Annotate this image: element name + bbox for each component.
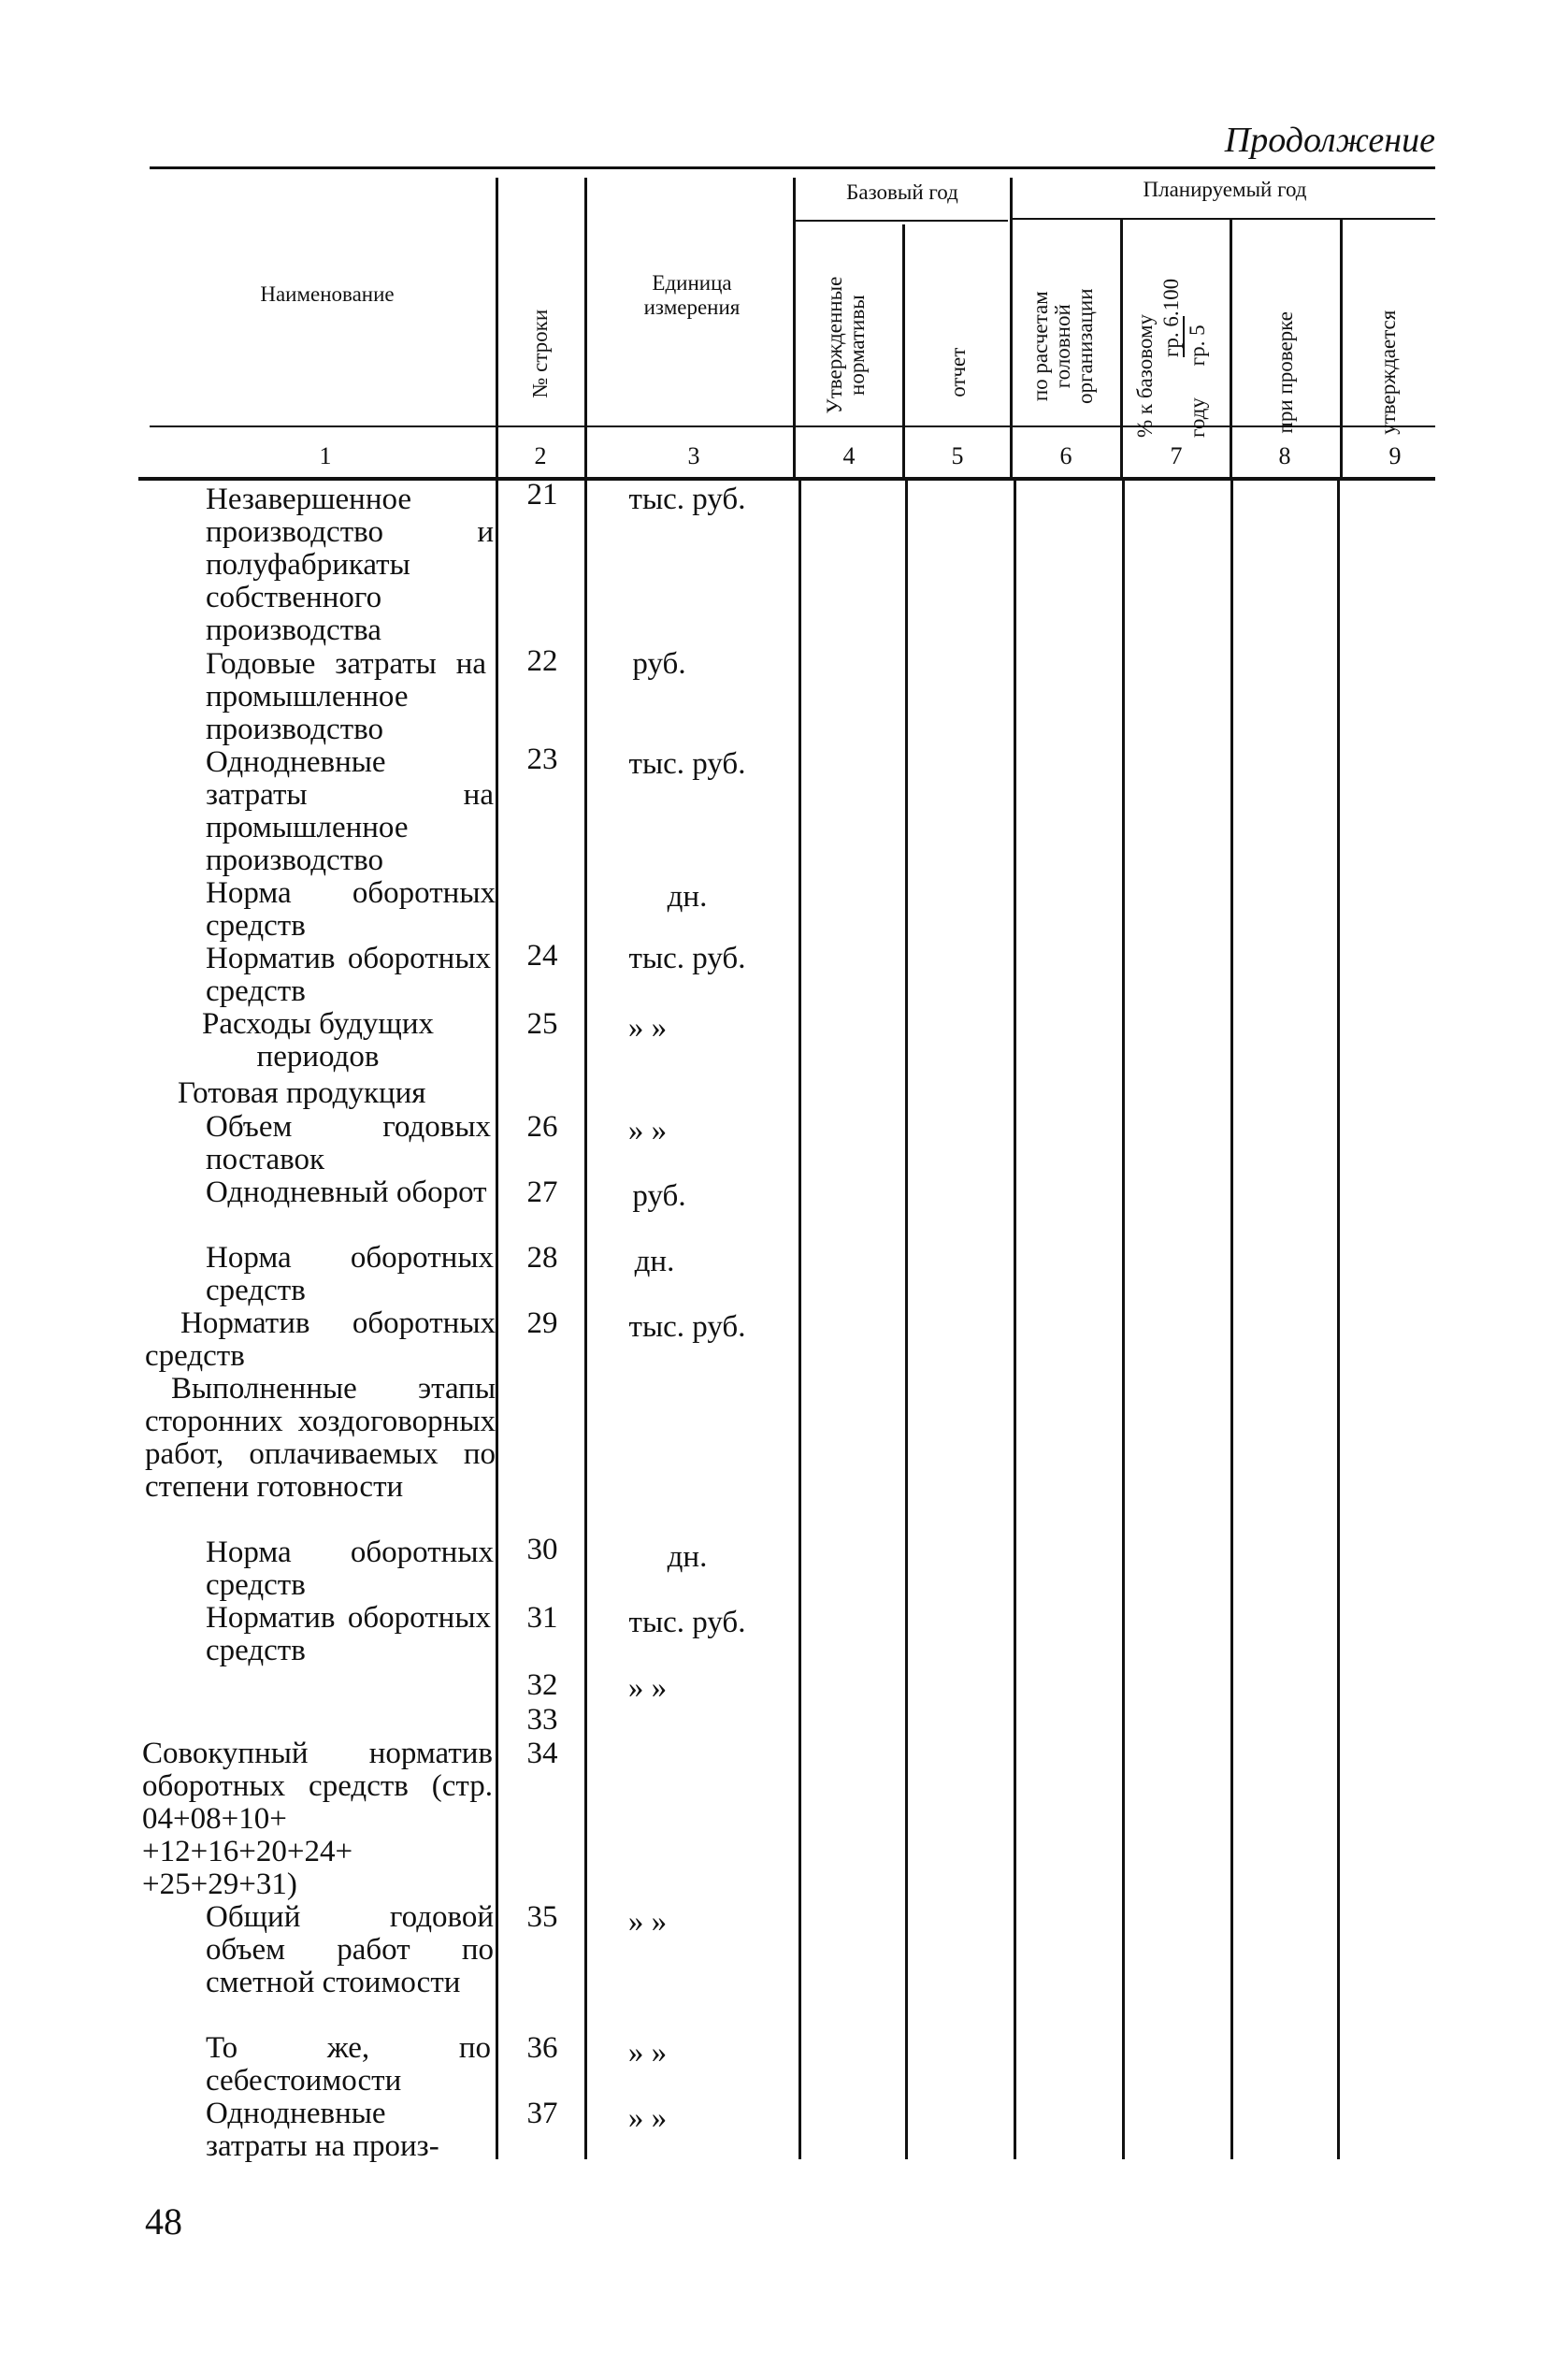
col-rule-7 (1230, 220, 1232, 477)
body-rule-4 (905, 481, 908, 2159)
column-numbers-rule (138, 477, 1435, 481)
page-number: 48 (145, 2200, 182, 2242)
row-num-22: 22 (526, 644, 558, 678)
col-rule-8 (1340, 220, 1343, 477)
row-name-21: Незавершенное производство и полуфабрикаты собственного производства (206, 483, 494, 647)
row-name-25: Расходы будущих периодов (201, 1007, 435, 1074)
header-approved: утверждается (1375, 310, 1400, 435)
row-num-21: 21 (526, 478, 558, 512)
row-unit-22: руб. (632, 647, 686, 681)
colnum-7: 7 (1170, 442, 1183, 469)
row-unit-29: тыс. руб. (628, 1310, 746, 1344)
header-planned-year: Планируемый год (1143, 178, 1307, 201)
body-rule-7 (1230, 481, 1233, 2159)
row-num-37: 37 (526, 2097, 558, 2130)
row-unit-24: тыс. руб. (628, 942, 746, 975)
row-name-29: Норматив оборотных средств (145, 1306, 496, 1373)
row-num-30: 30 (526, 1533, 558, 1566)
body-rule-8 (1337, 481, 1340, 2159)
row-name-35: Общий годовой объем работ по сметной стоимости (206, 1900, 494, 1999)
col-rule-2 (584, 178, 587, 477)
colnum-1: 1 (319, 442, 332, 469)
col-rule-1 (496, 178, 498, 477)
row-name-23: Однодневные затраты на промышленное производство (206, 745, 494, 877)
colnum-3: 3 (687, 442, 700, 469)
header-base-year: Базовый год (846, 180, 958, 204)
header-name: Наименование (260, 282, 395, 306)
row-unit-norm-1: дн. (667, 880, 708, 914)
row-unit-37: » » (627, 2101, 668, 2135)
row-name-28: Норма оборотных средств (206, 1241, 494, 1307)
colnum-2: 2 (534, 442, 547, 469)
body-rule-5 (1014, 481, 1016, 2159)
row-unit-30: дн. (667, 1540, 708, 1574)
base-year-rule (795, 220, 1008, 222)
row-unit-21: тыс. руб. (628, 483, 746, 516)
row-name-22: Годовые затраты на промышленное производство (206, 647, 486, 746)
row-unit-25: » » (627, 1011, 668, 1045)
row-unit-26: » » (627, 1114, 668, 1147)
body-rule-1 (496, 481, 498, 2159)
row-unit-35: » » (627, 1905, 668, 1939)
header-head-org: по расчетам головной организации (1028, 288, 1098, 404)
row-num-25: 25 (526, 1007, 558, 1041)
header-pct-line2: году (1186, 397, 1209, 438)
header-row-no: № строки (527, 309, 552, 398)
body-rule-6 (1122, 481, 1125, 2159)
row-unit-36: » » (627, 2036, 668, 2069)
body-rule-2 (584, 481, 587, 2159)
table-top-rule (150, 166, 1435, 169)
header-pct-den: гр. 5 (1186, 324, 1209, 367)
row-num-33: 33 (526, 1703, 558, 1737)
row-unit-31: тыс. руб. (628, 1606, 746, 1639)
header-unit: Единица измерения (643, 271, 741, 320)
row-name-contract-works: Выполненные этапы сторонних хоздоговорных работ, оплачиваемых по степени готовности (145, 1372, 496, 1504)
col-rule-4 (902, 224, 905, 477)
row-num-26: 26 (526, 1110, 558, 1144)
row-name-36: То же, по себестоимости (206, 2031, 491, 2098)
row-name-26: Объем годовых поставок (206, 1110, 491, 1176)
header-pct-line1: % к базовому (1133, 313, 1157, 438)
col-rule-3 (793, 178, 796, 477)
colnum-5: 5 (951, 442, 964, 469)
colnum-6: 6 (1059, 442, 1072, 469)
row-num-23: 23 (526, 743, 558, 776)
row-num-27: 27 (526, 1175, 558, 1209)
row-unit-32: » » (627, 1671, 668, 1705)
continuation-label: Продолжение (1224, 121, 1435, 160)
row-num-29: 29 (526, 1306, 558, 1340)
row-num-28: 28 (526, 1241, 558, 1275)
row-name-finished-goods: Готовая продукция (178, 1076, 426, 1110)
planned-year-rule (1010, 218, 1435, 220)
header-pct-mult: .100 (1159, 278, 1183, 317)
row-num-34: 34 (526, 1737, 558, 1770)
row-name-37: Однодневные затраты на произ- (206, 2097, 439, 2163)
row-unit-28: дн. (634, 1245, 675, 1278)
colnum-4: 4 (842, 442, 856, 469)
header-pct-num: гр. 6 (1159, 316, 1185, 357)
colnum-9: 9 (1388, 442, 1402, 469)
row-name-24: Норматив оборотных средств (206, 942, 491, 1008)
row-name-norm-1: Норма оборотных средств (206, 876, 496, 943)
row-name-31: Норматив оборотных средств (206, 1601, 491, 1667)
row-num-36: 36 (526, 2031, 558, 2065)
row-num-32: 32 (526, 1668, 558, 1702)
row-num-31: 31 (526, 1601, 558, 1635)
row-num-24: 24 (526, 939, 558, 973)
row-name-34: Совокупный норматив оборотных средств (стр. 04+08+10+ +12+16+20+24+ +25+29+31) (142, 1737, 493, 1901)
header-approved-norms: Утвержденные нормативы (822, 276, 869, 414)
body-rule-3 (798, 481, 801, 2159)
row-name-27: Однодневный оборот (206, 1175, 487, 1209)
col-rule-6 (1120, 220, 1123, 477)
header-on-check: при проверке (1273, 311, 1297, 434)
row-name-30: Норма оборотных средств (206, 1536, 494, 1602)
colnum-8: 8 (1278, 442, 1291, 469)
row-unit-27: руб. (632, 1179, 686, 1213)
header-report: отчет (945, 347, 970, 397)
header-pct-block (1131, 241, 1216, 438)
row-unit-23: тыс. руб. (628, 747, 746, 781)
row-num-35: 35 (526, 1900, 558, 1934)
col-rule-5 (1010, 178, 1013, 477)
